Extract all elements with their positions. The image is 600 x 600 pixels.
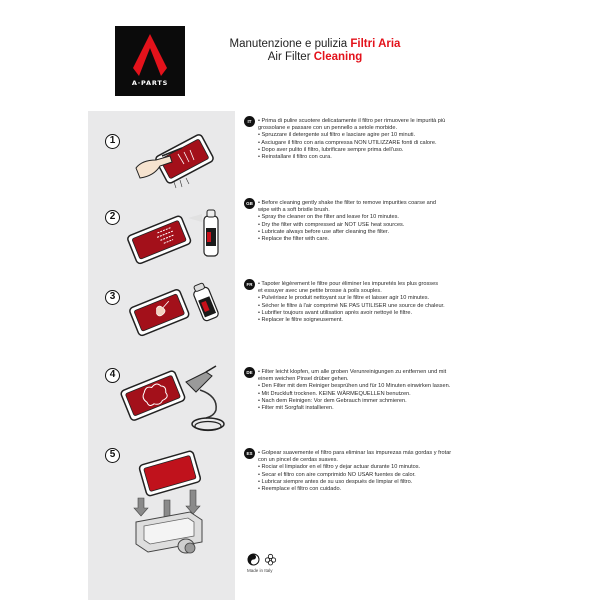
- instruction-line: • Reemplace el filtro con cuidado.: [258, 486, 514, 493]
- instruction-line: • Golpear suavemente el filtro para eliminar las impurezas más gordas y frotar: [258, 450, 514, 457]
- instruction-line: • Prima di pulire scuotere delicatamente il filtro per rimuovere le impurità più: [258, 118, 514, 125]
- reinstall-filter-in-housing-icon: [128, 450, 208, 562]
- page-title: [220, 38, 410, 64]
- step-number: 4: [105, 368, 120, 383]
- instruction-line: • Nach dem Reinigen: Vor dem Gebrauch immer schmieren.: [258, 398, 514, 405]
- footer-icons: [247, 553, 277, 566]
- instruction-line: • Spray the cleaner on the filter and leave for 10 minutes.: [258, 214, 514, 221]
- title-line-italian: [220, 38, 410, 51]
- instruction-line: grossolane e passare con un pennello a setole morbide.: [258, 125, 398, 132]
- instruction-line: • Rociar el limpiador en el filtro y dejar actuar durante 10 minutos.: [258, 464, 514, 471]
- instruction-line: • Spruzzare il detergente sul filtro e lasciare agire per 10 minuti.: [258, 132, 514, 139]
- title-english-normal: Air Filter: [267, 51, 314, 63]
- instruction-line: • Pulvérisez le produit nettoyant sur le filtre et laisser agir 10 minutes.: [258, 295, 514, 302]
- instruction-line: • Den Filter mit dem Reiniger besprühen und für 10 Minuten einwirken lassen.: [258, 383, 514, 390]
- title-italian-bold: Filtri Aria: [350, 38, 401, 50]
- made-in-italy: Made in Italy: [247, 568, 273, 573]
- instruction-line: • Lubricate always before use after cleaning the filter.: [258, 229, 514, 236]
- step-3: [88, 268, 235, 348]
- instruction-line: et essuyer avec une petite brosse à poils souples.: [258, 288, 382, 295]
- step-number: 5: [105, 448, 120, 463]
- language-badge-it: IT: [244, 116, 255, 127]
- instruction-line: • Filter leicht klopfen, um alle groben Verunreinigungen zu entfernen und mit: [258, 369, 514, 376]
- instruction-line: • Sécher le filtre à l'air comprimé NE PAS UTILISER une source de chaleur.: [258, 303, 514, 310]
- instruction-line: • Lubricar siempre antes de su uso después de limpiar el filtro.: [258, 479, 514, 486]
- hand-brushing-filter-icon: [126, 130, 216, 192]
- instruction-line: • Before cleaning gently shake the filter to remove impurities coarse and: [258, 200, 514, 207]
- recyclable-glass-icon: [264, 553, 277, 566]
- oil-lubricant-on-filter-icon: [126, 270, 226, 340]
- instruction-line: • Mit Druckluft trocknen. KEINE WÄRMEQUELLEN benutzen.: [258, 391, 514, 398]
- a-parts-logo: [115, 26, 185, 96]
- step-5: [88, 442, 235, 572]
- logo-text: A·PARTS: [131, 79, 169, 87]
- a-parts-chevron-icon: [133, 34, 167, 76]
- step-number: 2: [105, 210, 120, 225]
- language-badge-de: DE: [244, 367, 255, 378]
- instruction-line: • Filter mit Sorgfalt installieren.: [258, 405, 514, 412]
- spray-cleaner-on-filter-icon: [126, 198, 226, 266]
- language-badge-fr: FR: [244, 279, 255, 290]
- step-4: [88, 352, 235, 442]
- instruction-line: con un pincel de cerdas suaves.: [258, 457, 338, 464]
- title-english-bold: Cleaning: [313, 51, 363, 63]
- title-line-english: [220, 51, 410, 64]
- step-1: [88, 128, 235, 198]
- step-number: 1: [105, 134, 120, 149]
- language-badge-es: ES: [244, 448, 255, 459]
- language-badge-gb: GB: [244, 198, 255, 209]
- step-2: [88, 198, 235, 268]
- green-dot-recycling-icon: [247, 553, 260, 566]
- instruction-line: • Asciugare il filtro con aria compressa NON UTILIZZARE fonti di calore.: [258, 140, 514, 147]
- instruction-line: • Replace the filter with care.: [258, 236, 514, 243]
- step-number: 3: [105, 290, 120, 305]
- instruction-line: einem weichen Pinsel drüber gehen.: [258, 376, 349, 383]
- compressed-air-drying-filter-icon: [120, 356, 232, 440]
- instruction-line: wipe with a soft bristle brush.: [258, 207, 330, 214]
- title-italian-normal: Manutenzione e pulizia: [229, 38, 351, 50]
- instruction-line: • Reinstallare il filtro con cura.: [258, 154, 514, 161]
- instruction-line: • Lubrifier toujours avant utilisation après avoir nettoyé le filtre.: [258, 310, 514, 317]
- instruction-line: • Dopo aver pulito il filtro, lubrificare sempre prima dell'uso.: [258, 147, 514, 154]
- instruction-line: • Dry the filter with compressed air NOT USE heat sources.: [258, 222, 514, 229]
- instruction-line: • Secar el filtro con aire comprimido NO USAR fuentes de calor.: [258, 472, 514, 479]
- instruction-line: • Replacer le filtre soigneusement.: [258, 317, 514, 324]
- instruction-line: • Tapoter légèrement le filtre pour éliminer les impuretés les plus grosses: [258, 281, 514, 288]
